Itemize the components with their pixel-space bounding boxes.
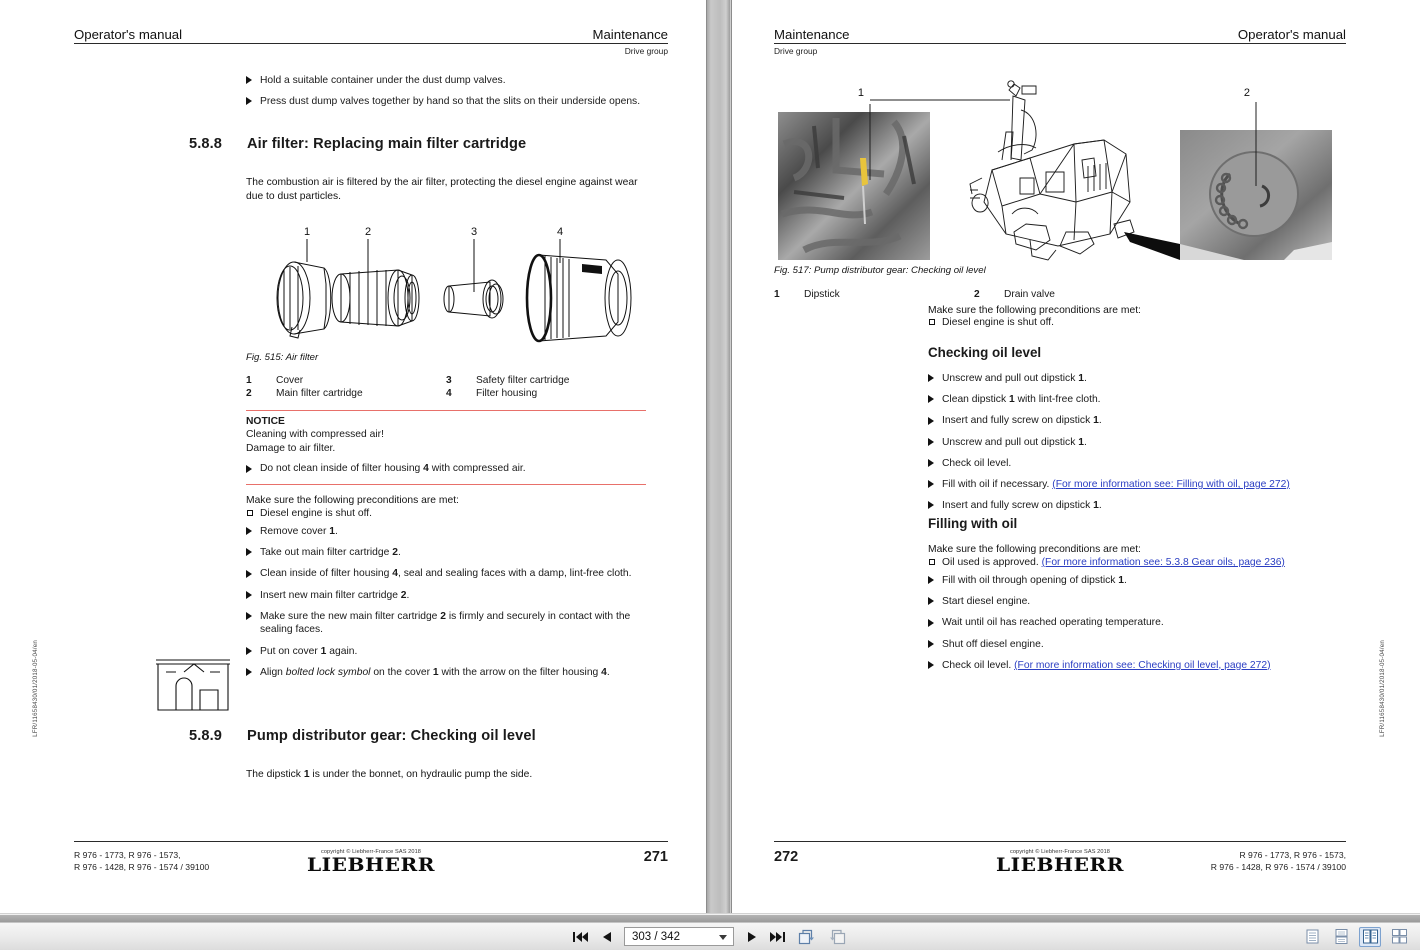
horizontal-scrollbar[interactable] <box>0 913 1420 922</box>
list-item <box>246 74 646 88</box>
list-item <box>246 610 648 637</box>
right-page-running-header <box>774 27 1346 56</box>
bullet-triangle-icon <box>928 480 934 488</box>
notice-line-1: Cleaning with compressed air! <box>246 429 384 440</box>
footer-rule <box>74 841 668 842</box>
list-item <box>928 499 1328 513</box>
list-item <box>928 638 1348 652</box>
rotate-counterclockwise-button[interactable] <box>826 927 848 947</box>
bullet-triangle-icon <box>928 576 934 584</box>
left-preconditions-intro: Make sure the following preconditions are met: <box>246 495 459 506</box>
step-text: Insert and fully screw on dipstick 1. <box>942 500 1102 512</box>
right-page-side-id: LFR/11658430/01/2018-05-04/en <box>1379 640 1386 737</box>
document-page-left <box>24 0 706 913</box>
step-text: Fill with oil if necessary. <box>942 478 1050 490</box>
step-text: Put on cover 1 again. <box>260 645 358 657</box>
step-text: Shut off diesel engine. <box>942 638 1044 650</box>
step-text: Align bolted lock symbol on the cover 1 with the arrow on the filter housing 4. <box>260 666 610 678</box>
bullet-triangle-icon <box>246 527 252 535</box>
page-number-select[interactable] <box>624 927 734 946</box>
rotate-clockwise-button[interactable] <box>795 927 817 947</box>
section-title: Air filter: Replacing main filter cartridge <box>247 136 527 152</box>
right-header-chapter: Maintenance <box>774 27 850 42</box>
figure-515-legend-row1 <box>246 375 646 386</box>
section-number: 5.8.8 <box>189 136 222 152</box>
toolbar-view-mode-group <box>1301 927 1410 947</box>
svg-text:1: 1 <box>303 226 311 238</box>
footer-copyright: copyright © Liebherr-France SAS 2018 <box>320 849 422 855</box>
left-page-side-id: LFR/11658430/01/2018-05-04/en <box>32 640 39 737</box>
bullet-triangle-icon <box>928 597 934 605</box>
svg-text:2: 2 <box>1243 87 1250 99</box>
page-gutter-edge-left <box>706 0 707 913</box>
page-number-value: 303 / 342 <box>632 930 680 943</box>
figure-515-caption: Fig. 515: Air filter <box>246 352 319 363</box>
viewer-toolbar <box>0 922 1420 950</box>
notice-step-list <box>246 462 646 476</box>
left-intro-paragraph: The combustion air is filtered by the air filter, protecting the diesel engine against wear due to dust particles. <box>246 177 638 202</box>
cross-reference-link[interactable]: (For more information see: Checking oil level, page 272) <box>1014 659 1271 671</box>
left-precondition-list <box>246 507 646 523</box>
checkbox-icon <box>929 559 935 565</box>
view-two-page-button[interactable] <box>1359 927 1381 947</box>
bullet-triangle-icon <box>928 374 934 382</box>
last-page-button[interactable] <box>769 928 786 946</box>
svg-text:2: 2 <box>364 226 372 238</box>
legend-number: 2 <box>246 388 252 399</box>
precondition-text: Diesel engine is shut off. <box>942 317 1054 328</box>
left-header-title: Operator's manual <box>74 27 183 42</box>
figure-515-legend-row2 <box>246 388 646 399</box>
list-item <box>246 645 648 659</box>
svg-text:4: 4 <box>556 226 564 238</box>
section-heading-588 <box>189 136 659 152</box>
list-item <box>928 556 1348 570</box>
step-text: Check oil level. <box>942 457 1012 469</box>
step-text: Fill with oil through opening of dipstick 1. <box>942 575 1127 586</box>
horizontal-scrollbar-thumb[interactable] <box>0 915 1420 922</box>
step-text: Check oil level. <box>942 659 1012 671</box>
legend-number: 1 <box>246 375 252 386</box>
view-single-page-button[interactable] <box>1301 927 1323 947</box>
step-text: Do not clean inside of filter housing 4 with compressed air. <box>260 463 526 475</box>
view-two-page-continuous-button[interactable] <box>1388 927 1410 947</box>
footer-rule <box>774 841 1346 842</box>
list-item <box>928 393 1328 407</box>
list-item <box>928 316 1328 330</box>
legend-item <box>246 375 446 386</box>
footer-model-list <box>1146 849 1346 874</box>
list-item <box>246 462 646 476</box>
step-text: Clean dipstick 1 with lint-free cloth. <box>942 394 1101 406</box>
list-item <box>246 546 648 560</box>
chevron-down-icon[interactable] <box>719 935 727 940</box>
bullet-triangle-icon <box>246 647 252 655</box>
right-precondition-list <box>928 316 1328 332</box>
footer-models-line-1: R 976 - 1773, R 976 - 1573, <box>74 850 181 860</box>
document-page-right <box>732 0 1394 913</box>
figure-517-legend <box>774 289 1174 300</box>
section-number: 5.8.9 <box>189 728 222 744</box>
list-item <box>928 414 1328 428</box>
subheading-filling-with-oil: Filling with oil <box>928 516 1018 531</box>
checkbox-icon <box>929 319 935 325</box>
list-item <box>928 372 1328 386</box>
step-text: Start diesel engine. <box>942 596 1031 608</box>
first-page-button[interactable] <box>572 928 589 946</box>
toolbar-navigation-group <box>0 927 1420 947</box>
bullet-triangle-icon <box>246 570 252 578</box>
left-page-running-header <box>74 27 668 56</box>
list-item <box>928 659 1348 673</box>
bullet-triangle-icon <box>246 465 252 473</box>
legend-item <box>446 388 646 399</box>
previous-page-button[interactable] <box>598 928 615 946</box>
checkbox-icon <box>247 510 253 516</box>
step-text: Clean inside of filter housing 4, seal and sealing faces with a damp, lint-free cloth. <box>260 568 632 580</box>
left-step-list <box>246 525 648 687</box>
step-text: Remove cover 1. <box>260 526 338 537</box>
list-item <box>246 95 646 109</box>
step-text: Take out main filter cartridge 2. <box>260 547 401 559</box>
right-header-title: Operator's manual <box>1237 27 1346 42</box>
step-text: Press dust dump valves together by hand so that the slits on their underside opens. <box>260 96 641 108</box>
bullet-triangle-icon <box>928 640 934 648</box>
list-item <box>246 589 648 603</box>
list-item <box>928 595 1348 609</box>
footer-brand-block <box>274 849 468 875</box>
footer-page-number: 271 <box>643 849 668 865</box>
page-gutter <box>706 0 732 913</box>
section-title: Pump distributor gear: Checking oil level <box>247 728 536 744</box>
list-item <box>246 567 648 581</box>
brand-logo: LIEBHERR <box>306 854 436 876</box>
bullet-triangle-icon <box>928 661 934 669</box>
svg-text:1: 1 <box>857 87 864 99</box>
footer-model-list <box>74 849 274 874</box>
bullet-triangle-icon <box>928 619 934 627</box>
next-page-button[interactable] <box>743 928 760 946</box>
step-text: Hold a suitable container under the dust dump valves. <box>260 75 506 86</box>
filling-precondition-list <box>928 556 1348 572</box>
bullet-triangle-icon <box>928 438 934 446</box>
list-item <box>246 666 648 680</box>
bullet-triangle-icon <box>246 612 252 620</box>
legend-label: Dipstick <box>804 289 840 300</box>
right-header-subtitle: Drive group <box>774 46 818 56</box>
notice-box <box>246 410 646 485</box>
list-item <box>246 525 648 539</box>
step-text: Make sure the new main filter cartridge 2 is firmly and securely in contact with the sealing faces. <box>260 610 631 636</box>
step-text: Wait until oil has reached operating temperature. <box>942 617 1164 629</box>
step-text: Unscrew and pull out dipstick 1. <box>942 373 1087 384</box>
svg-text:3: 3 <box>470 226 478 238</box>
legend-number: 3 <box>446 375 452 386</box>
legend-item <box>974 289 1174 300</box>
legend-label: Filter housing <box>476 388 538 399</box>
footer-models-line-2: R 976 - 1428, R 976 - 1574 / 39100 <box>74 862 210 873</box>
left-intro-step-list <box>246 74 646 116</box>
list-item <box>928 616 1348 630</box>
bullet-triangle-icon <box>246 76 252 84</box>
step-text: Insert and fully screw on dipstick 1. <box>942 415 1102 427</box>
view-continuous-button[interactable] <box>1330 927 1352 947</box>
list-item <box>928 574 1348 588</box>
precondition-text: Oil used is approved. <box>942 557 1039 568</box>
footer-models-line-1: R 976 - 1773, R 976 - 1573, <box>1239 850 1346 860</box>
notice-title: NOTICE <box>246 416 285 427</box>
list-item <box>928 478 1328 492</box>
bullet-triangle-icon <box>928 501 934 509</box>
left-header-subtitle: Drive group <box>624 46 668 56</box>
legend-number: 2 <box>974 289 980 300</box>
bullet-triangle-icon <box>928 417 934 425</box>
legend-label: Main filter cartridge <box>276 388 363 399</box>
list-item <box>246 507 646 521</box>
figure-517-image <box>774 74 1336 264</box>
brand-logo: LIEBHERR <box>995 854 1125 876</box>
notice-line-2: Damage to air filter. <box>246 442 336 454</box>
figure-517-caption: Fig. 517: Pump distributor gear: Checking oil level <box>774 265 986 276</box>
bullet-triangle-icon <box>246 97 252 105</box>
bullet-triangle-icon <box>246 668 252 676</box>
list-item <box>928 457 1328 471</box>
legend-label: Drain valve <box>1004 289 1055 300</box>
right-page-footer <box>774 841 1346 875</box>
cross-reference-link[interactable]: (For more information see: Filling with oil, page 272) <box>1052 478 1290 490</box>
precondition-text: Diesel engine is shut off. <box>260 508 372 519</box>
bullet-triangle-icon <box>928 395 934 403</box>
bullet-triangle-icon <box>928 459 934 467</box>
footer-brand-block <box>974 849 1146 875</box>
bullet-triangle-icon <box>246 591 252 599</box>
filling-with-oil-step-list <box>928 574 1348 680</box>
footer-page-number: 272 <box>774 849 799 865</box>
list-item <box>928 436 1328 450</box>
right-preconditions-intro: Make sure the following preconditions are met: <box>928 305 1141 316</box>
left-header-chapter: Maintenance <box>592 27 668 42</box>
step-text: Insert new main filter cartridge 2. <box>260 589 410 601</box>
bolted-lock-symbol-icon <box>154 650 232 717</box>
subheading-checking-oil-level: Checking oil level <box>928 345 1042 360</box>
legend-item <box>246 388 446 399</box>
legend-label: Safety filter cartridge <box>476 375 570 386</box>
step-text: Unscrew and pull out dipstick 1. <box>942 436 1087 448</box>
legend-label: Cover <box>276 375 304 386</box>
filling-preconditions-intro: Make sure the following preconditions are met: <box>928 544 1141 555</box>
bullet-triangle-icon <box>246 548 252 556</box>
legend-item <box>446 375 646 386</box>
left-page-footer <box>74 841 668 875</box>
legend-item <box>774 289 974 300</box>
section-heading-589 <box>189 728 659 744</box>
footer-copyright: copyright © Liebherr-France SAS 2018 <box>1009 849 1111 855</box>
legend-number: 1 <box>774 289 780 300</box>
section-589-paragraph: The dipstick 1 is under the bonnet, on hydraulic pump the side. <box>246 769 533 780</box>
cross-reference-link[interactable]: (For more information see: 5.3.8 Gear oils, page 236) <box>1041 557 1285 568</box>
legend-number: 4 <box>446 388 452 399</box>
footer-models-line-2: R 976 - 1428, R 976 - 1574 / 39100 <box>1210 862 1346 873</box>
checking-oil-level-step-list <box>928 372 1328 520</box>
figure-515-image <box>246 222 658 347</box>
